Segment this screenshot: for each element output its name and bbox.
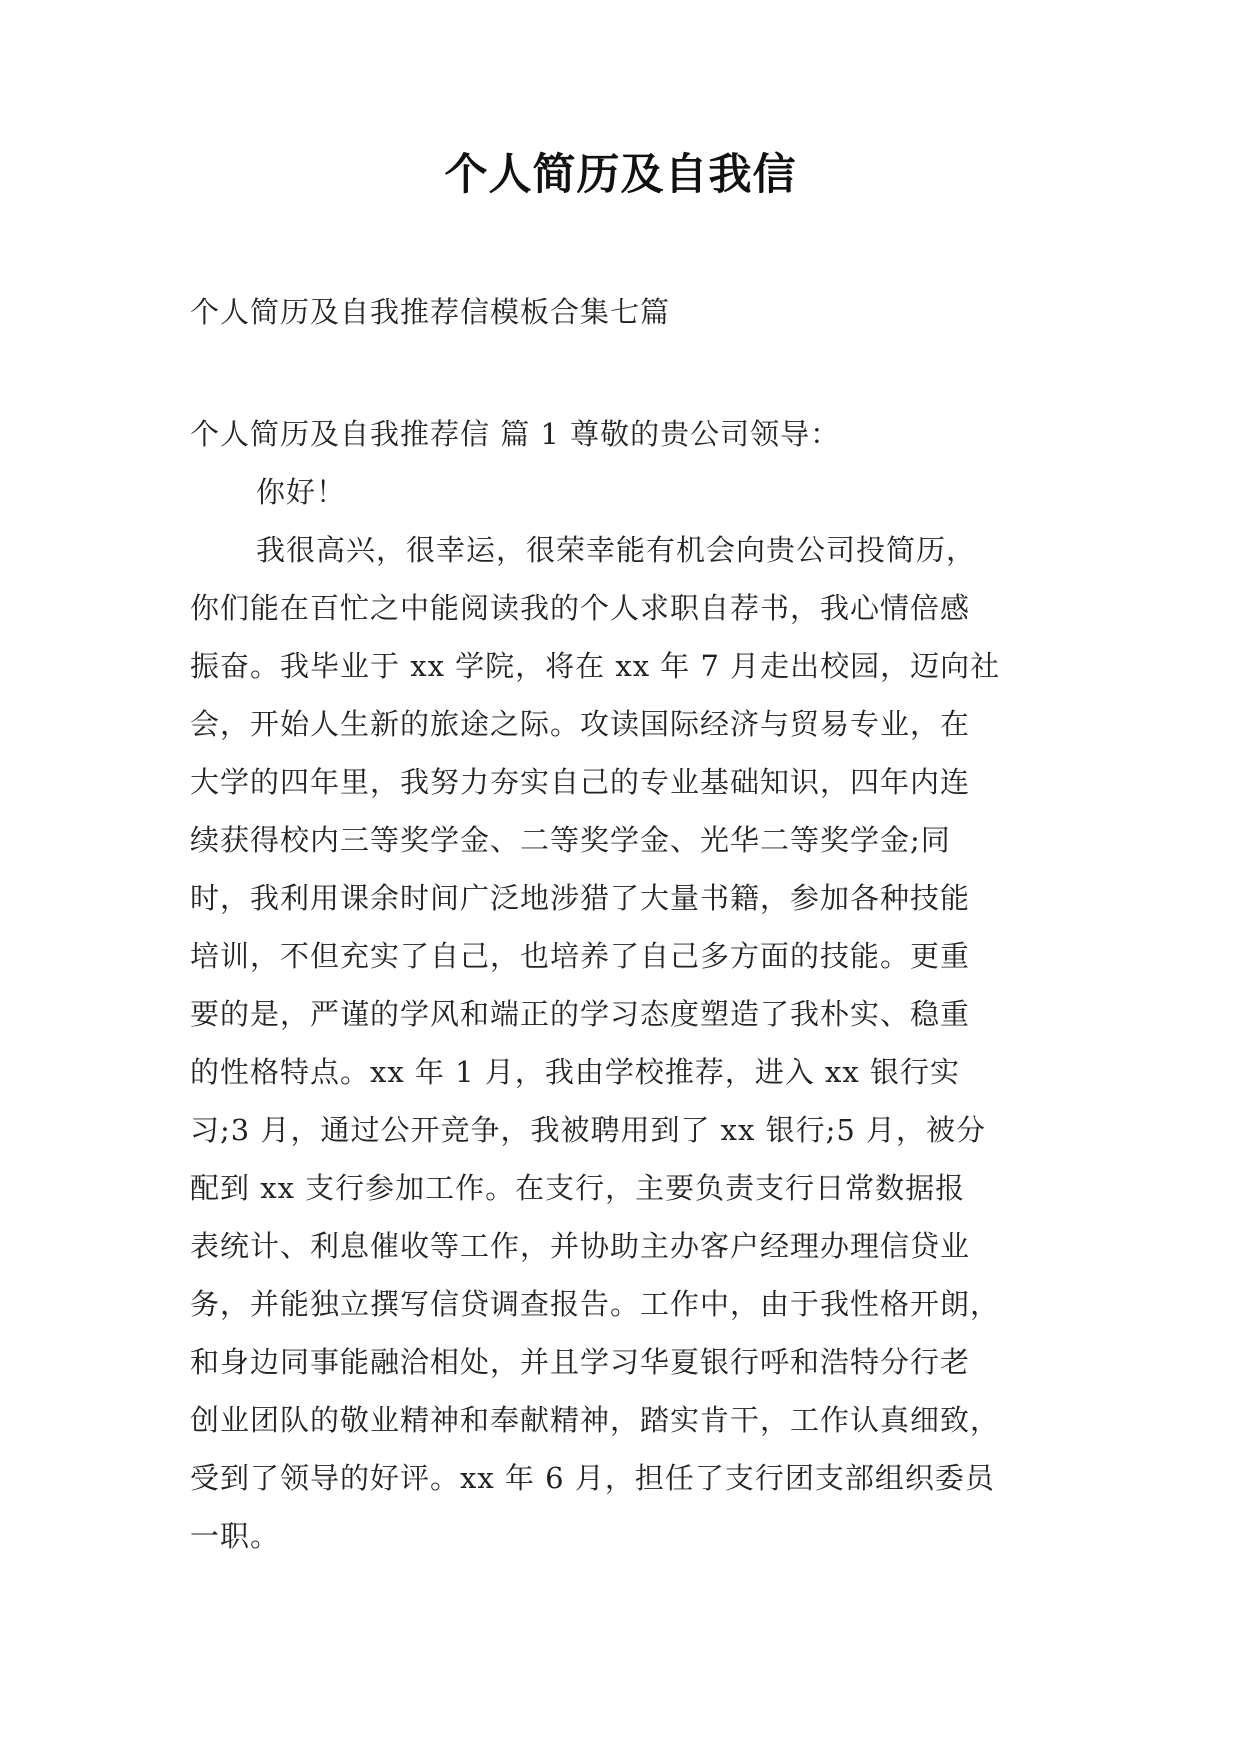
paragraph-line: 受到了领导的好评。xx 年 6 月，担任了支行团支部组织委员 [190, 1461, 995, 1495]
paragraph-line: 培训，不但充实了自己，也培养了自己多方面的技能。更重 [190, 939, 971, 973]
paragraph-line: 大学的四年里，我努力夯实自己的专业基础知识，四年内连 [190, 765, 971, 799]
paragraph-line: 时，我利用课余时间广泛地涉猎了大量书籍，参加各种技能 [190, 881, 971, 915]
paragraph-line: 和身边同事能融洽相处，并且学习华夏银行呼和浩特分行老 [190, 1345, 971, 1379]
paragraph-line: 你们能在百忙之中能阅读我的个人求职自荐书，我心情倍感 [190, 591, 971, 625]
paragraph-line: 配到 xx 支行参加工作。在支行，主要负责支行日常数据报 [190, 1171, 966, 1205]
letter-body [190, 405, 1070, 1565]
paragraph-line: 一职。 [190, 1519, 281, 1553]
document-title: 个人简历及自我信 [444, 150, 797, 200]
paragraph-line: 表统计、利息催收等工作，并协助主办客户经理办理信贷业 [190, 1229, 971, 1263]
letter-heading-line: 个人简历及自我推荐信 篇 1 尊敬的贵公司领导： [190, 417, 841, 451]
paragraph-line: 我很高兴，很幸运，很荣幸能有机会向贵公司投简历， [256, 533, 977, 567]
paragraph-line: 会，开始人生新的旅途之际。攻读国际经济与贸易专业，在 [190, 707, 971, 741]
paragraph-line: 创业团队的敬业精神和奉献精神，踏实肯干，工作认真细致， [190, 1403, 1001, 1437]
paragraph-line: 的性格特点。xx 年 1 月，我由学校推荐，进入 xx 银行实 [190, 1055, 960, 1089]
paragraph-line: 续获得校内三等奖学金、二等奖学金、光华二等奖学金;同 [190, 823, 951, 857]
paragraph-line: 习;3 月，通过公开竞争，我被聘用到了 xx 银行;5 月，被分 [190, 1113, 987, 1147]
greeting-line: 你好！ [256, 475, 347, 509]
paragraph-line: 振奋。我毕业于 xx 学院，将在 xx 年 7 月走出校园，迈向社 [190, 649, 1001, 683]
paragraph-line: 要的是，严谨的学风和端正的学习态度塑造了我朴实、稳重 [190, 997, 971, 1031]
document-subtitle: 个人简历及自我推荐信模板合集七篇 [190, 295, 671, 329]
paragraph-line: 务，并能独立撰写信贷调查报告。工作中，由于我性格开朗， [190, 1287, 1001, 1321]
